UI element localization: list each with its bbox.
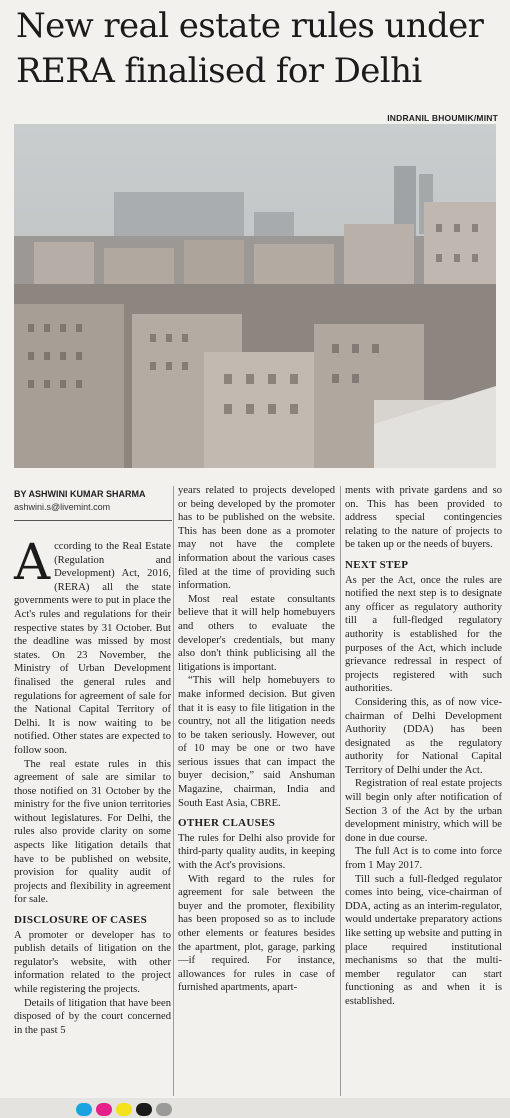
column-divider (173, 486, 174, 1096)
paragraph: years related to projects developed or being developed by the promoter has to be published on the website. This has been done as a promoter may not have the complete information about the various cases filed at the time of providing such information. (178, 485, 335, 592)
paragraph: The full Act is to come into force from 1 May 2017. (345, 846, 502, 872)
paragraph (14, 533, 171, 758)
section-heading: DISCLOSURE OF CASES (14, 914, 148, 927)
paragraph: “This will help homebuyers to make informed decision. But given that it is easy to file litigation in the country, not all the litigation needs to be taken seriously. However, out of 10 may be one or two have serious issues that can impact the buyer decision,” said Anshuman Magazine, chairman, India and South East Asia, CBRE. (178, 675, 335, 809)
byline-divider (14, 520, 172, 521)
article-photo (14, 124, 496, 468)
headline-line-1: New real estate rules under (16, 6, 484, 46)
color-swatch (96, 1103, 112, 1116)
paragraph: A promoter or developer has to publish details of litigation on the regulator's website, with other information related to the project while registering the projects. (14, 929, 171, 995)
paragraph-text: ccording to the Real Estate (Regulation and Development) Act, 2016, (RERA) all the state governments were to put in place the Act's rules and regulations for their respective states by 31 October. But the deadline was missed by most states. On 23 November, the Ministry of Urban Development finalised the general rules and regulations for agreement of sale for the National Capital Territory of Delhi. It is now waiting to be notified. Other states are expected to follow soon. (14, 541, 171, 756)
column-divider (340, 486, 341, 1096)
headline-line-2: RERA finalised for Delhi (16, 51, 422, 91)
article-column-1 (14, 533, 171, 1037)
byline: BY ASHWINI KUMAR SHARMA (14, 489, 146, 499)
color-swatch (136, 1103, 152, 1116)
paragraph: As per the Act, once the rules are notified the next step is to designate any officer as regulatory authority till a full-fledged regulatory authority is established for the purposes of the Act, which include grievance redressal in respect of projects registered with such authorities. (345, 574, 502, 695)
article-column-3 (345, 484, 502, 1009)
paragraph: Details of litigation that have been disposed of by the court concerned in the past 5 (14, 997, 171, 1036)
paragraph: ments with private gardens and so on. This has been provided to address special contingencies relating to the nature of projects to be taken up or the needs of buyers. (345, 485, 502, 551)
color-swatch (116, 1103, 132, 1116)
article-column-2 (178, 484, 335, 995)
color-swatch (156, 1103, 172, 1116)
paragraph: The real estate rules in this agreement of sale are similar to those notified on 31 October by the ministry for the five union territories without legislatures. For Delhi, the rules also provide clarity on some aspects like litigation details that have to be published on website, provision for quality audit of projects and flexibility in agreement for sale. (14, 758, 171, 906)
paragraph: Most real estate consultants believe that it will help homebuyers and others to evaluate the developer's credentials, but many also don't think publicising all the litigations is important. (178, 593, 335, 673)
drop-cap: A (14, 533, 51, 591)
section-heading: NEXT STEP (345, 558, 409, 571)
section-heading: OTHER CLAUSES (178, 817, 276, 830)
author-email: ashwini.s@livemint.com (14, 502, 111, 512)
cityscape-photo-illustration (14, 124, 496, 468)
color-swatch (76, 1103, 92, 1116)
headline (16, 4, 496, 94)
photo-credit: INDRANIL BHOUMIK/MINT (387, 113, 498, 123)
paragraph: With regard to the rules for agreement for sale between the buyer and the promoter, flexibility has been proposed so as to include other elements or features besides the apartment, plot, garage, parking—if required. For instance, allowances for rules in case of furnished apartments, apart- (178, 873, 335, 994)
paragraph: The rules for Delhi also provide for third-party quality audits, in keeping with the Act's provisions. (178, 832, 335, 872)
paragraph: Considering this, as of now vice-chairman of Delhi Development Authority (DDA) has been designated as the regulatory authority for National Capital Territory of Delhi under the Act. (345, 696, 502, 776)
paragraph: Till such a full-fledged regulator comes into being, vice-chairman of DDA, acting as an interim-regulator, would undertake preparatory actions like setting up website and putting in place required institutional mechanisms so that the multi-member regulator can start functioning as and when it is established. (345, 873, 502, 1007)
paragraph: Registration of real estate projects will begin only after notification of Section 3 of the Act by the urban development ministry, which will be done in due course. (345, 778, 502, 844)
